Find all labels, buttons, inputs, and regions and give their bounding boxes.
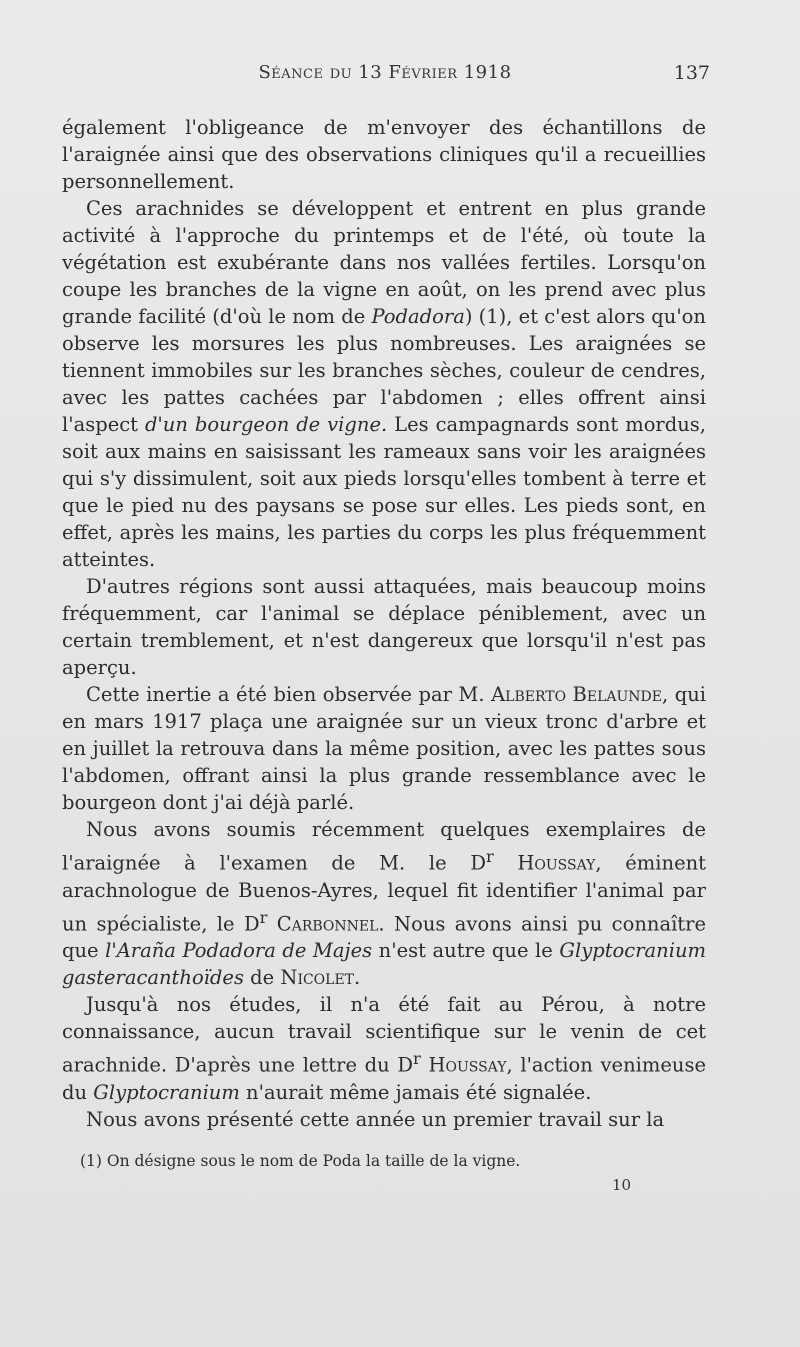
paragraph-4 xyxy=(62,681,706,816)
paragraph-text: n'aurait même jamais été signalée. xyxy=(239,1080,592,1104)
person-name: Houssay xyxy=(493,851,596,875)
superscript: r xyxy=(485,847,494,866)
paragraph-text: , éminent arachnologue de Buenos-Ayres, lequel fit identifier l'animal par un spécialiste, le D xyxy=(62,851,707,935)
person-name: Houssay xyxy=(420,1053,507,1077)
signature-mark: 10 xyxy=(612,1176,632,1194)
italic-term: Glyptocranium gasteracanthoïdes xyxy=(62,939,706,989)
superscript: r xyxy=(259,907,268,927)
paragraph-text: Les campagnards sont mordus, soit aux mains en saisissant les rameaux sans voir les araignées qui s'y dissimulent, soit aux pieds lorsqu'elles tombent à terre et que le pied nu des paysans se pose sur elles. Les pieds sont, en effet, après les mains, les parties du corps les plus fréquemment atteintes. xyxy=(62,413,706,571)
paragraph-text: . Nous avons ainsi pu connaître que xyxy=(62,912,706,962)
page-number: 137 xyxy=(673,62,710,84)
running-title: Séance du 13 Février 1918 xyxy=(258,62,512,83)
paragraph-7 xyxy=(62,1106,706,1133)
paragraph-text: . xyxy=(354,966,361,989)
paragraph-text: n'est autre que le xyxy=(372,939,560,962)
italic-term: Podadora xyxy=(371,305,465,328)
paragraph-text: , qui en mars 1917 plaça une araignée sur un vieux tronc d'arbre et en juillet la retrouva dans la même position, avec les pattes sous l'abdomen, offrant ainsi la plus grande ressemblance avec le bourgeon dont j'ai déjà parlé. xyxy=(62,683,706,814)
italic-term: l'Araña Podadora de Majes xyxy=(105,939,373,962)
running-header xyxy=(60,62,710,92)
paragraph-text: D'autres régions sont aussi attaquées, mais beaucoup moins fréquemment, car l'animal se déplace péniblement, avec un certain tremblement, et n'est dangereux que lorsqu'il n'est pas aperçu. xyxy=(62,575,706,679)
paragraph-1 xyxy=(62,114,706,195)
paragraph-2 xyxy=(62,195,706,573)
footnote: (1) On désigne sous le nom de Poda la taille de la vigne. xyxy=(80,1152,521,1170)
superscript: r xyxy=(413,1049,421,1068)
body-text xyxy=(62,114,706,1133)
paragraph-5 xyxy=(62,816,706,991)
paragraph-text: ) (1), et c'est alors qu'on observe les morsures les plus nombreuses. Les araignées se tiennent immobiles sur les branches sèches, couleur de cendres, avec les pattes cachées par l'abdomen ; elles offrent ainsi l'aspect xyxy=(62,305,706,436)
paragraph-text: Ces arachnides se développent et entrent en plus grande activité à l'approche du printemps et de l'été, où toute la végétation est exubérante dans nos vallées fertiles. Lorsqu'on coupe les branches de la vigne en août, on les prend avec plus grande facilité (d'où le nom de xyxy=(62,197,706,328)
paragraph-text: , l'action venimeuse du xyxy=(62,1053,706,1104)
paragraph-text: Nous avons présenté cette année un premier travail sur la xyxy=(86,1107,665,1131)
paragraph-text: Nous avons soumis récemment quelques exemplaires de l'araignée à l'examen de M. le D xyxy=(62,818,706,875)
paragraph-text: Jusqu'à nos études, il n'a été fait au Pérou, à notre connaissance, aucun travail scientifique sur le venin de cet arachnide. D'après une lettre du D xyxy=(62,993,706,1077)
person-name: Nicolet xyxy=(280,966,355,989)
paragraph-text: également l'obligeance de m'envoyer des échantillons de l'araignée ainsi que des observations cliniques qu'il a recueillies personnellement. xyxy=(62,116,706,193)
person-name: Alberto Belaunde xyxy=(491,683,663,706)
paragraph-text: de xyxy=(243,966,281,989)
italic-term: d'un bourgeon de vigne. xyxy=(144,413,388,436)
paragraph-text: Cette inertie a été bien observée par M. xyxy=(86,683,492,706)
paragraph-3 xyxy=(62,573,706,681)
italic-term: Glyptocranium xyxy=(93,1080,240,1104)
paragraph-6 xyxy=(62,991,706,1106)
person-name: Carbonnel xyxy=(267,912,379,935)
